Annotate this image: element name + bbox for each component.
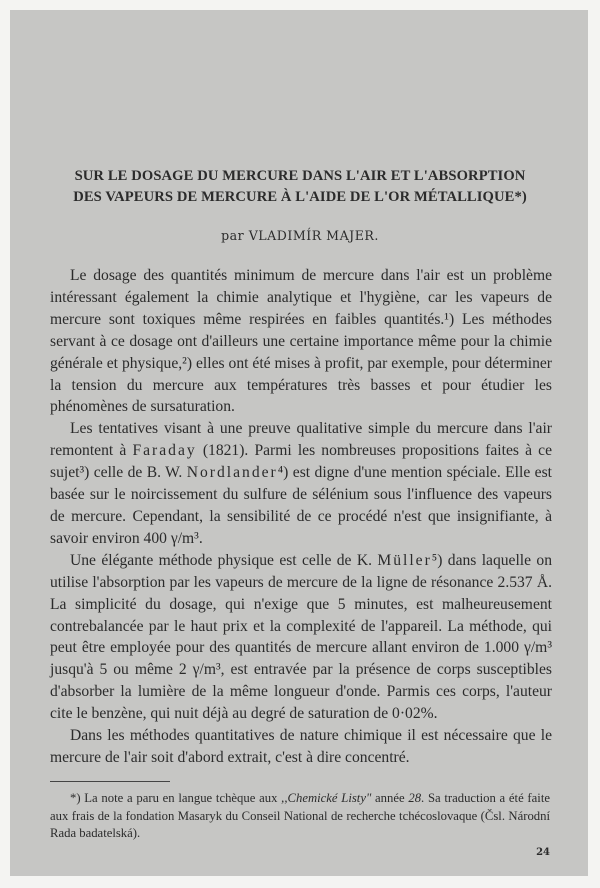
paragraph-1: Le dosage des quantités minimum de mercure dans l'air est un problème intéressant également la chimie analytique et l'hygiène, car les vapeurs de mercure sont toxiques même respirées en faibles quantités.¹) Les méthodes servant à ce dosage ont d'ailleurs une certaine importance même pour la chimie générale et physique,²) elles ont été mises à profit, par exemple, pour déterminer la tension du mercure aux températures très basses et pour étudier les phénomènes de sursaturation. <box>50 267 552 416</box>
paragraph-2-text-a: Les tentatives visant à une preuve qualitative simple du mercure dans l'air remontent à <box>50 420 552 460</box>
paragraph-4: Dans les méthodes quantitatives de nature chimique il est nécessaire que le mercure de l'air soit d'abord extrait, c'est à dire concentré. <box>50 727 552 766</box>
footnote-divider <box>50 781 170 782</box>
footnote-year: 28 <box>408 791 422 805</box>
name-faraday: Faraday <box>132 442 197 460</box>
article-body <box>50 265 552 769</box>
paragraph-3 <box>50 550 552 725</box>
paragraph-2 <box>50 418 552 549</box>
footnote-text-a: *) La note a paru en langue tchèque aux <box>70 791 282 805</box>
author-byline <box>50 228 550 243</box>
footnote-text-c: . Sa traduction a été faite aux frais de la fondation Masaryk du Conseil National de recherche tchécoslovaque (Čsl. Národní Rada badatelská). <box>50 791 550 840</box>
name-nordlander: Nordlander <box>186 464 278 482</box>
title-line-2: DES VAPEURS DE MERCURE À L'AIDE DE L'OR MÉTALLIQUE*) <box>73 189 527 205</box>
paragraph-2-text-c: ⁴) est digne d'une mention spéciale. Elle est basée sur le noircissement du sulfure de sélénium sous l'influence des vapeurs de mercure. Cependant, la sensibilité de ce procédé n'est que insignifiante, à savoir environ 400 γ/m³. <box>50 464 552 547</box>
author-name: VLADIMÍR MAJER. <box>248 228 379 243</box>
title-line-1: SUR LE DOSAGE DU MERCURE DANS L'AIR ET L'ABSORPTION <box>74 168 526 184</box>
author-prefix: par <box>221 228 245 243</box>
document-page <box>10 10 588 876</box>
page-number: 24 <box>536 847 550 858</box>
article-title <box>50 166 550 208</box>
paragraph-3-text-b: ⁵) dans laquelle on utilise l'absorption par les vapeurs de mercure de la ligne de résonance 2.537 Å. La simplicité du dosage, qui n'exige que 5 minutes, est malheureusement contrebalancée par le haut prix et la complexité de l'appareil. La méthode, qui peut être employée pour des quantités de mercure allant environ de 1.000 γ/m³ jusqu'à 5 ou même 2 γ/m³, est entravée par la présence de corps susceptibles d'absorber la lumière de la même longueur d'onde. Parmis ces corps, l'auteur cite le benzène, qui nuit déjà au degré de saturation de 0·02%. <box>50 551 553 723</box>
paragraph-2-text-b: (1821). Parmi les nombreuses propositions faites à ce sujet³) celle de B. W. <box>50 442 553 482</box>
footnote <box>50 790 550 843</box>
footnote-journal: ,,Chemické Listy" <box>281 791 372 805</box>
name-muller: Müller <box>377 551 432 569</box>
paragraph-3-text-a: Une élégante méthode physique est celle de K. <box>70 551 372 569</box>
footnote-text-b: année <box>371 791 409 805</box>
